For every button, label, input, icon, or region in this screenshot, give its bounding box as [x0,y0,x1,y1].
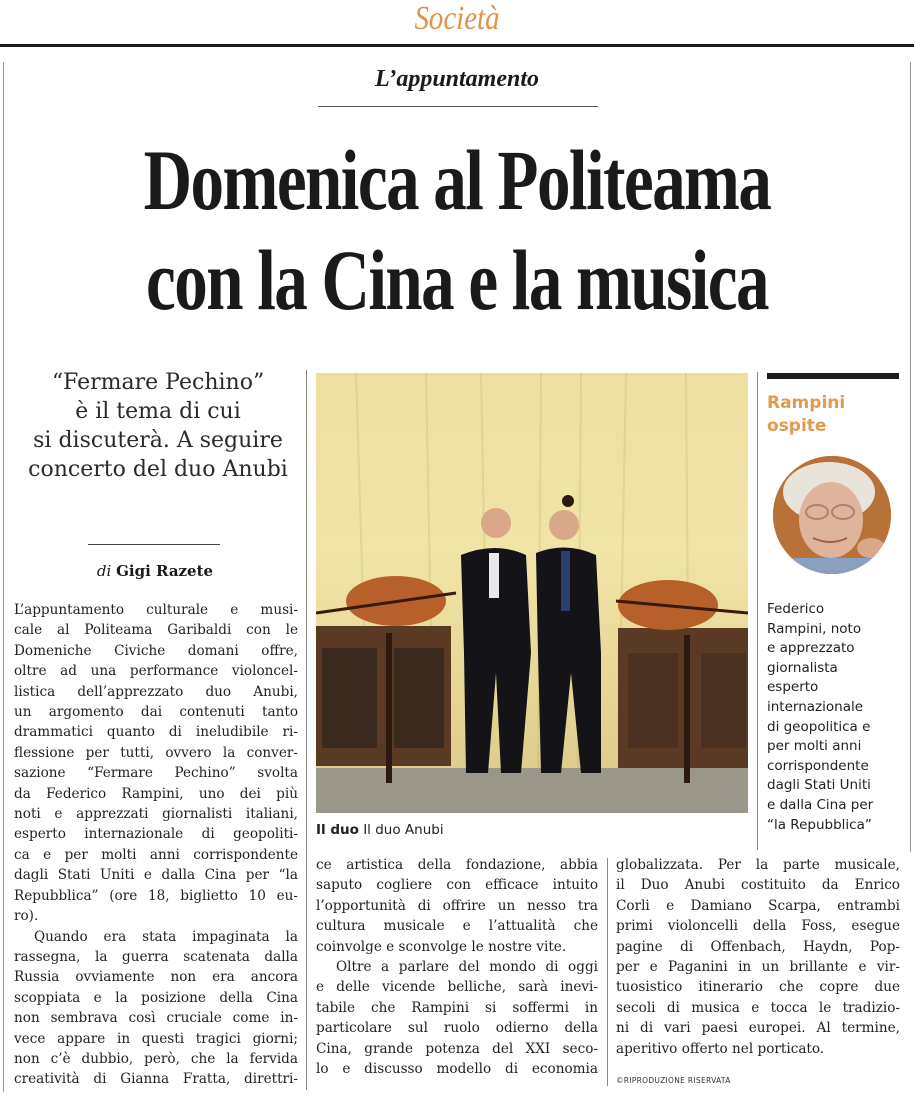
portrait-rampini [773,456,891,574]
article-column-3 [616,855,900,1059]
text-line: particolare sul ruolo odierno della [316,1020,598,1037]
article-column-2 [316,855,598,1079]
text-line: ce artistica della fondazione, abbia [316,857,598,873]
text-line: ro). [14,908,39,925]
text-line: primi violoncelli della Foss, esegue [616,918,900,935]
text-line: non sembrava così cruciale come in- [14,1010,298,1027]
text-line: rassegna, la guerra scatenata dalla [14,948,298,965]
text-line: internazionale [767,698,864,715]
text-line: da Federico Rampini, uno dei più [14,785,298,802]
text-line: drammatici quanto di ineludibile ri- [14,724,298,741]
text-line: Repubblica” (ore 18, biglietto 10 eu- [14,887,298,904]
text-line: cale al Politeama Garibaldi con le [14,622,298,639]
sidebar-title-line: ospite [767,416,827,436]
deck-line: “Fermare Pechino” [51,370,265,395]
text-line: Federico [767,601,825,617]
column-divider [306,370,307,1090]
text-line: corrispondente [767,757,869,774]
text-line: dagli Stati Uniti [767,777,871,794]
text-line: tabile che Rampini si soffermi in [316,999,598,1016]
kicker: L’appuntamento [374,66,540,92]
column-divider [607,858,608,1086]
headline-line-1: Domenica al Politeama [143,132,771,228]
text-line: Rampini, noto [767,620,862,637]
text-line: tuosistico itinerario che copre due [616,979,900,996]
text-line: non c’è dubbio, però, che la fervida [14,1050,298,1067]
text-line: listica dell’apprezzato duo Anubi, [14,683,298,700]
paragraph [316,855,598,957]
text-line: il Duo Anubi costituito da Enrico [616,877,900,894]
column-divider [757,372,758,850]
text-line: Domeniche Civiche domani offre, [14,642,298,659]
photo-caption [316,820,444,840]
paragraph [14,600,298,927]
text-line: vece appare in questi tragici giorni; [14,1030,298,1047]
text-line: e apprezzato [767,640,855,657]
article-column-1 [14,600,298,1090]
text-line: oltre ad una performance violoncel- [14,663,298,680]
deck-line: concerto del duo Anubi [28,457,288,482]
text-line: scoppiata e la posizione della Cina [14,989,298,1006]
byline-prefix: di [96,562,112,580]
text-line: “la Repubblica” [767,816,872,833]
text-line: dagli Stati Uniti e dalla Cina per “la [14,867,298,884]
text-line: noti e apprezzati giornalisti italiani, [14,806,298,823]
caption-text: Il duo Anubi [363,822,444,838]
text-line: giornalista [767,659,838,676]
byline [0,560,310,582]
sidebar-bar [767,373,899,379]
text-line: Cina, grande potenza del XXI seco- [316,1040,598,1057]
text-line: aperitivo offerto nel porticato. [616,1040,825,1057]
section-rule [0,44,914,47]
headline [0,130,914,330]
text-line: Russia ovviamente non era ancora [14,969,298,986]
text-line: per molti anni [767,738,862,755]
paragraph [14,927,298,1090]
text-line: ni di vari paesi europei. Al termine, [616,1020,900,1037]
photo-illustration [316,373,748,813]
text-line: e delle vicende belliche, sarà inevi- [316,979,598,996]
headline-line-2: con la Cina e la musica [146,232,768,328]
text-line: l’opportunità di offrire un nesso tra [316,897,598,914]
deck-line: si discuterà. A seguire [33,428,283,453]
copyright-notice: ©RIPRODUZIONE RISERVATA [616,1076,731,1085]
byline-rule [88,544,220,545]
text-line: L’appuntamento culturale e musi- [14,602,298,618]
text-line: sazione “Fermare Pechino” svolta [14,765,298,782]
text-line: flessione per tutti, ovvero la conver- [14,744,298,761]
text-line: Quando era stata impaginata la [34,928,298,945]
text-line: coinvolge e sconvolge le nostre vite. [316,938,567,955]
text-line: per e Paganini in un brillante e vir- [616,959,900,976]
sidebar-title [767,392,907,438]
text-line: globalizzata. Per la parte musicale, [616,857,900,873]
deck-line: è il tema di cui [75,399,241,424]
text-line: un argomento dai contenuti tanto [14,704,298,721]
text-line: ca e per molti anni corrispondente [14,846,298,863]
byline-author: Gigi Razete [116,562,214,580]
text-line: e dalla Cina per [767,796,874,813]
text-line: cultura musicale e l’attualità che [316,918,598,935]
text-line: pagine di Offenbach, Haydn, Pop- [616,938,900,955]
text-line: esperto internazionale di geopoliti- [14,826,298,843]
text-line: esperto [767,679,819,696]
text-line: creatività di Gianna Fratta, direttri- [14,1071,298,1088]
text-line: saputo cogliere con efficace intuito [316,877,598,894]
portrait-illustration [773,456,891,574]
text-line: Oltre a parlare del mondo di oggi [336,959,598,976]
text-line: secoli di musica e tocca le tradizio- [616,999,900,1016]
section-title: Società [414,0,500,37]
sidebar-text [767,600,907,835]
sidebar-title-line: Rampini [767,393,846,413]
text-line: di geopolitica e [767,718,871,735]
kicker-rule [318,106,598,107]
caption-label: Il duo [316,822,359,838]
paragraph [616,855,900,1059]
deck [8,368,308,484]
photo-duo-anubi [316,373,748,813]
text-line: Corli e Damiano Scarpa, entrambi [616,897,900,914]
text-line: lo e discusso modello di economia [316,1061,598,1078]
paragraph [316,957,598,1079]
